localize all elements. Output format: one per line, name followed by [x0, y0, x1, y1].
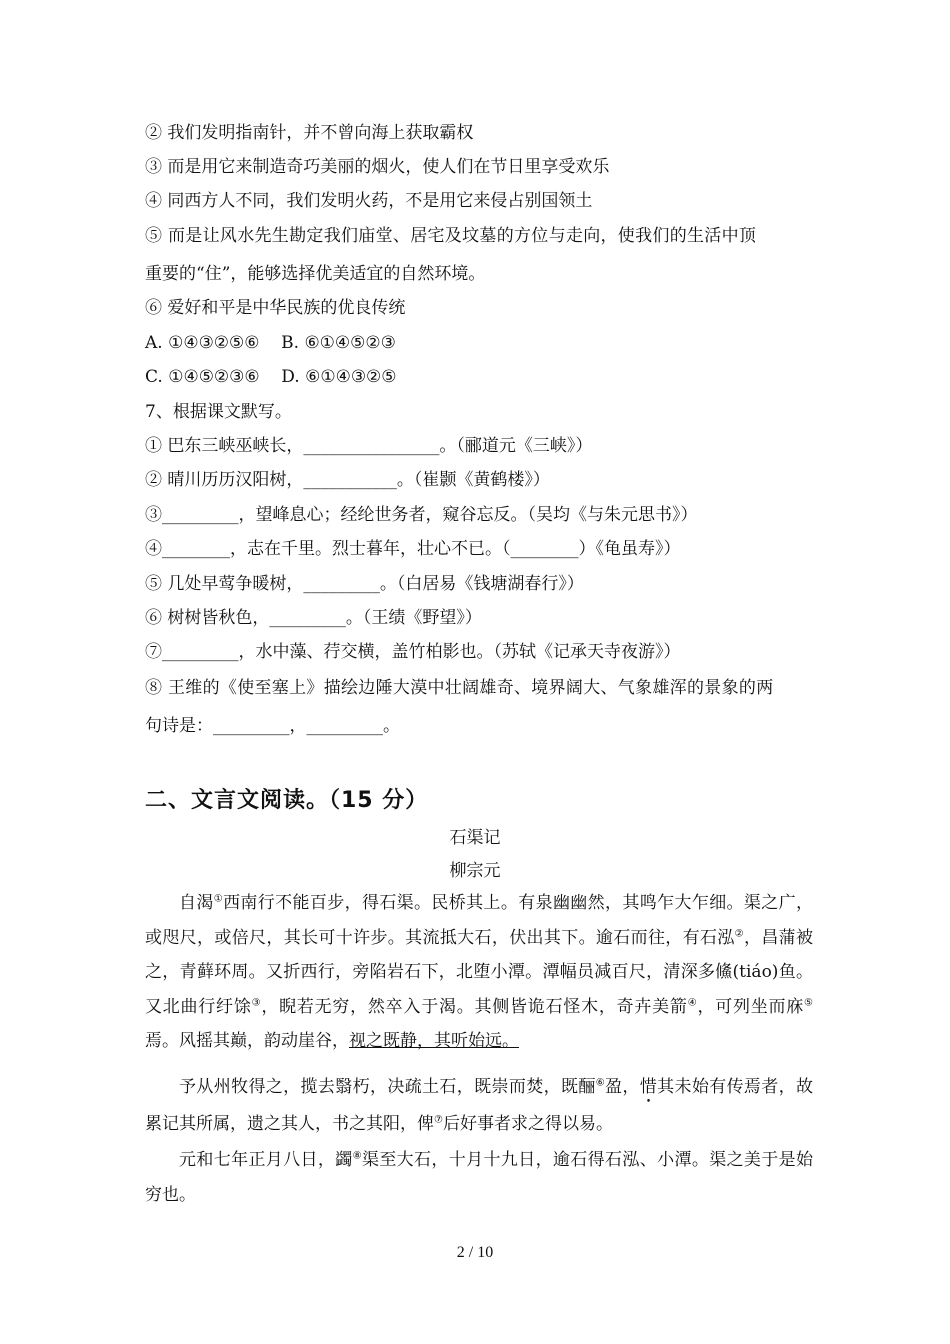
footnote-marker: ⑤: [804, 996, 813, 1008]
footnote-marker: ②: [734, 927, 744, 939]
choice-a-b: A. ①④③②⑤⑥ B. ⑥①④⑤②③: [145, 333, 396, 353]
sentence-3: ③ 而是用它来制造奇巧美丽的烟火，使人们在节日里享受欢乐: [145, 157, 610, 177]
sentence-5: ⑤ 而是让风水先生勘定我们庙堂、居宅及坟墓的方位与走向，使我们的生活中顶: [145, 226, 757, 246]
dictation-5: ⑤ 几处早莺争暖树，_________。（白居易《钱塘湖春行》）: [145, 574, 584, 594]
dictation-4: ④________，志在千里。烈士暮年，壮心不已。（________）《龟虽寿》）: [145, 539, 681, 559]
dotted-character: 惜: [639, 1077, 658, 1097]
footnote-marker: ①: [213, 893, 224, 905]
dictation-7: ⑦_________，水中藻、荇交横，盖竹柏影也。（苏轼《记承天寺夜游》）: [145, 642, 681, 662]
passage-paragraph-1: 自渴①西南行不能百步，得石渠。民桥其上。有泉幽幽然，其鸣乍大乍细。渠之广，或咫尺，或倍尺，其长可十许步。其流抵大石，伏出其下。逾石而往，有石泓②，昌蒲被之，青藓环周。又折西行，旁陷岩石下，北堕小潭。潭幅员减百尺，清深多鯈(tiáo)鱼。又北曲行纡馀③，睨若无穷，然卒入于渴。其侧皆诡石怪木，奇卉美箭④，可列坐而庥⑤焉。风摇其巅，韵动崖谷，视之既静，其听始远。: [145, 893, 814, 1051]
passage-author: 柳宗元: [449, 861, 501, 881]
dictation-2: ② 晴川历历汉阳树，___________。（崔颢《黄鹤楼》）: [145, 470, 550, 490]
sentence-5-cont: 重要的“住”，能够选择优美适宜的自然环境。: [145, 264, 486, 284]
passage-paragraph-2: 予从州牧得之，揽去翳朽，决疏土石，既崇而焚，既酾⑥盈，惜其未始有传焉者，故累记其所属，遗之其人，书之其阳，俾⑦后好事者求之得以易。: [145, 1077, 814, 1134]
choice-c-d: C. ①④⑤②③⑥ D. ⑥①④③②⑤: [145, 367, 397, 387]
passage-paragraph-3: 元和七年正月八日，蠲⑧渠至大石，十月十九日，逾石得石泓、小潭。渠之美于是始穷也。: [145, 1150, 814, 1205]
footnote-marker: ⑧: [352, 1150, 362, 1162]
dictation-3: ③_________，望峰息心；经纶世务者，窥谷忘反。（吴均《与朱元思书》）: [145, 505, 698, 525]
underlined-sentence: 视之既静，其听始远。: [349, 1031, 519, 1051]
sentence-4: ④ 同西方人不同，我们发明火药，不是用它来侵占别国领土: [145, 191, 593, 211]
page-number: 2 / 10: [456, 1244, 494, 1261]
sentence-2: ② 我们发明指南针，并不曾向海上获取霸权: [145, 123, 474, 143]
dictation-8: ⑧ 王维的《使至塞上》描绘边陲大漠中壮阔雄奇、境界阔大、气象雄浑的景象的两: [145, 678, 774, 698]
footnote-marker: ③: [251, 996, 262, 1008]
section-heading: 二、文言文阅读。（15 分）: [145, 788, 429, 813]
dictation-1: ① 巴东三峡巫峡长，________________。（郦道元《三峡》）: [145, 436, 593, 456]
passage-title: 石渠记: [449, 828, 501, 848]
sentence-6: ⑥ 爱好和平是中华民族的优良传统: [145, 298, 406, 318]
footnote-marker: ⑦: [434, 1114, 443, 1126]
dictation-8-cont: 句诗是：_________，_________。: [145, 716, 400, 736]
footnote-marker: ④: [687, 996, 698, 1008]
question-7-title: 7、根据课文默写。: [145, 402, 292, 422]
footnote-marker: ⑥: [595, 1077, 606, 1089]
dictation-6: ⑥ 树树皆秋色，_________。（王绩《野望》）: [145, 608, 482, 628]
